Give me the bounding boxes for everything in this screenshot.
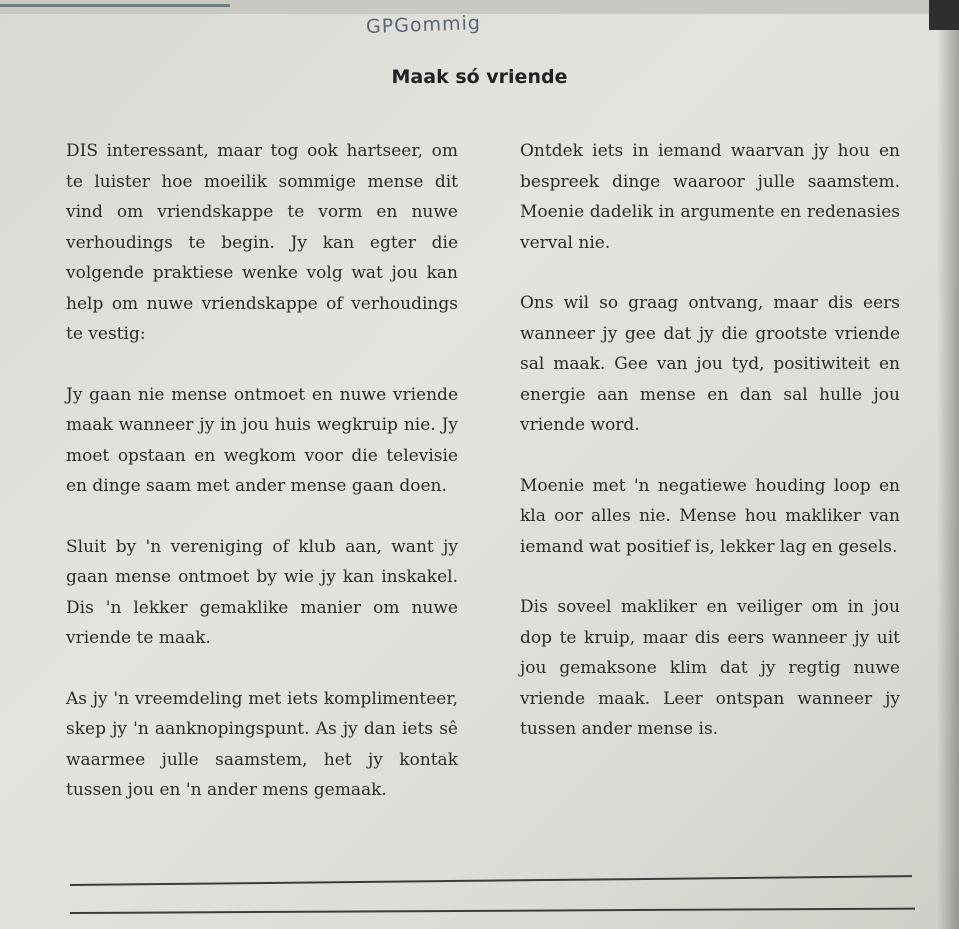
- handwritten-annotation: GPGommig: [365, 12, 482, 38]
- right-column: [520, 136, 900, 745]
- paragraph: Dis soveel makliker en veiliger om in jou dop te kruip, maar dis eers wanneer jy uit jou gemaksone klim dat jy regtig nuwe vriende maak. Leer ontspan wanneer jy tussen ander mense is.: [520, 597, 900, 739]
- paragraph: Sluit by 'n vereniging of klub aan, want jy gaan mense ontmoet by wie jy kan inskakel. Dis 'n lekker gemaklike manier om nuwe vriende te maak.: [66, 536, 458, 648]
- paragraph: Ons wil so graag ontvang, maar dis eers wanneer jy gee dat jy die grootste vriende sal maak. Gee van jou tyd, positiwiteit en energie aan mense en dan sal hulle jou vriende word.: [520, 293, 900, 435]
- paragraph: Jy gaan nie mense ontmoet en nuwe vriende maak wanneer jy in jou huis wegkruip nie. Jy moet opstaan en wegkom voor die televisie en dinge saam met ander mense gaan doen.: [66, 384, 458, 496]
- answer-line: [70, 875, 912, 886]
- article-title: Maak só vriende: [391, 66, 568, 88]
- paragraph: DIS interessant, maar tog ook hartseer, om te luister hoe moeilik sommige mense dit vind om vriendskappe te vorm en nuwe verhoudings te begin. Jy kan egter die volgende praktiese wenke volg wat jou kan help om nuwe vriendskappe of verhoudings te vestig:: [66, 141, 458, 344]
- page-corner: [929, 0, 959, 30]
- paragraph: As jy 'n vreemdeling met iets komplimenteer, skep jy 'n aanknopingspunt. As jy dan iets sê waarmee julle saamstem, het jy kontak tussen jou en 'n ander mens gemaak.: [66, 688, 458, 800]
- top-edge-line: [0, 4, 230, 7]
- paragraph: Ontdek iets in iemand waarvan jy hou en bespreek dinge waaroor julle saamstem. Moenie dadelik in argumente en redenasies verval nie.: [520, 141, 900, 253]
- answer-line: [70, 908, 915, 914]
- left-column: [66, 136, 458, 806]
- page-edge-shadow: [937, 0, 959, 929]
- paragraph: Moenie met 'n negatiewe houding loop en kla oor alles nie. Mense hou makliker van iemand wat positief is, lekker lag en gesels.: [520, 475, 900, 557]
